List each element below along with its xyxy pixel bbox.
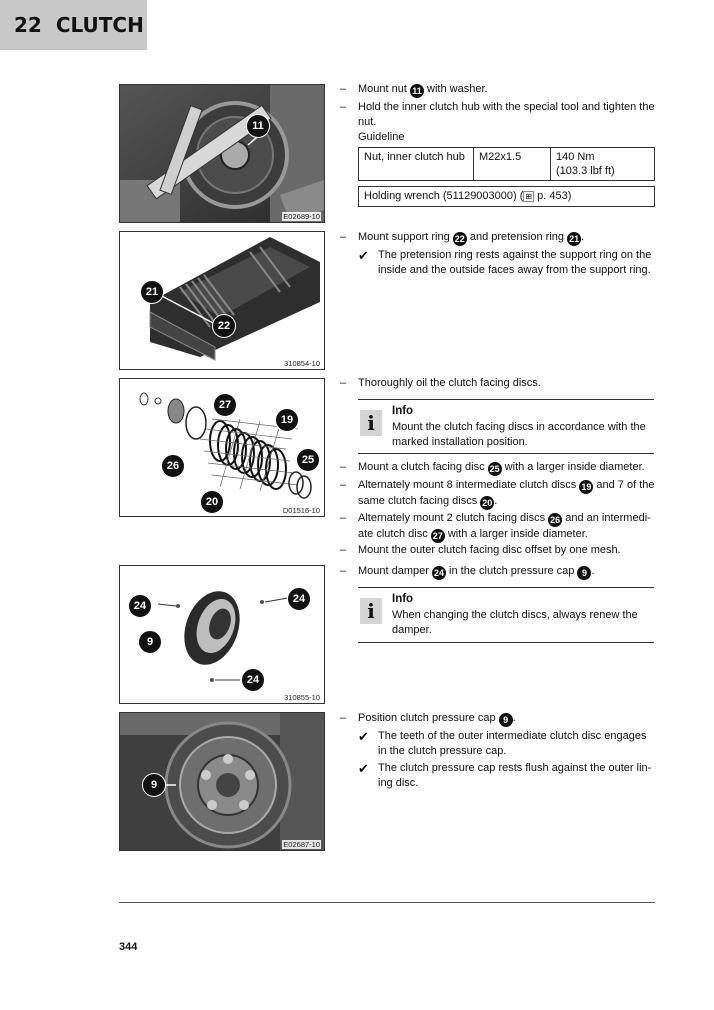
callout-24-right: 24	[287, 587, 311, 611]
figure-code: D01516-10	[282, 506, 320, 515]
callout-9: 9	[138, 630, 162, 654]
page-reference-icon: ⊞	[525, 192, 533, 201]
page-number: 344	[119, 941, 138, 953]
callout-22: 22	[212, 314, 236, 338]
step-alternate-8-discs: – Alternately mount 8 intermediate clutch discs 19 and 7 of the same clutch facing discs 20 .	[340, 479, 655, 508]
callout-9: 9	[142, 773, 166, 797]
callout-24-bottom: 24	[241, 668, 265, 692]
spec-torque: 140 Nm (103.3 lbf ft)	[551, 148, 655, 181]
info-icon: i	[360, 598, 382, 624]
callout-26: 26	[161, 454, 185, 478]
guideline-label: Guideline	[358, 131, 405, 143]
chapter-header-tab	[0, 0, 147, 50]
info-icon: i	[360, 410, 382, 436]
check-pretension-ring: ✔ The pretension ring rests against the support ring on the inside and the outside faces away from the support ring.	[358, 248, 652, 276]
step-mount-nut: – Mount nut 11 with washer.	[340, 83, 488, 96]
info-box-installation: i Info Mount the clutch facing discs in accordance with the marked installation position.	[358, 399, 654, 454]
figure-code: E02687-10	[283, 840, 320, 849]
step-mount-support-ring: – Mount support ring 22 and pretension ring 21 .	[340, 231, 585, 244]
check-outer-disc-teeth: ✔ The teeth of the outer intermediate clutch disc engages in the clutch pressure cap.	[358, 729, 647, 757]
step-oil-discs: – Thoroughly oil the clutch facing discs.	[340, 377, 541, 389]
figure-support-ring	[119, 231, 325, 370]
step-mount-facing-disc: – Mount a clutch facing disc 25 with a larger inside diameter.	[340, 461, 645, 474]
callout-24-left: 24	[128, 594, 152, 618]
step-mount-damper: – Mount damper 24 in the clutch pressure cap 9 .	[340, 565, 595, 578]
checkmark-icon: ✔	[358, 729, 369, 744]
torque-spec-table	[358, 147, 655, 181]
callout-27: 27	[213, 393, 237, 417]
ref-badge: 11	[410, 84, 424, 98]
info-box-damper: i Info When changing the clutch discs, always renew the damper.	[358, 587, 654, 643]
callout-21: 21	[140, 280, 164, 304]
figure-inner-clutch-hub	[119, 84, 325, 223]
figure-clutch-discs	[119, 378, 325, 517]
spec-thread: M22x1.5	[474, 148, 551, 181]
clutch-hub-photo	[120, 85, 324, 222]
callout-20: 20	[200, 490, 224, 514]
figure-pressure-cap-position	[119, 712, 325, 851]
check-cap-flush: ✔ The clutch pressure cap rests flush against the outer lin-ing disc.	[358, 761, 652, 789]
step-position-pressure-cap: – Position clutch pressure cap 9 .	[340, 712, 516, 725]
special-tool-box: Holding wrench (51129003000) ( ⊞ p. 453)	[358, 186, 655, 207]
spec-name: Nut, inner clutch hub	[359, 148, 474, 181]
callout-25: 25	[296, 448, 320, 472]
chapter-title: CLUTCH	[55, 13, 144, 37]
step-alternate-2-discs: – Alternately mount 2 clutch facing discs 26 and an intermedi-ate clutch disc 27 with a larger inside diameter.	[340, 512, 651, 541]
footer-divider	[119, 902, 655, 903]
figure-code: 310854-10	[284, 359, 320, 368]
step-tighten-nut: – Hold the inner clutch hub with the special tool and tighten the nut.	[340, 101, 655, 128]
step-outer-disc-offset: – Mount the outer clutch facing disc offset by one mesh.	[340, 544, 621, 556]
figure-code: E02689-10	[283, 212, 320, 221]
callout-11: 11	[246, 114, 270, 138]
checkmark-icon: ✔	[358, 761, 369, 776]
chapter-number: 22	[14, 13, 42, 37]
figure-damper	[119, 565, 325, 704]
checkmark-icon: ✔	[358, 248, 369, 263]
figure-code: 310855-10	[284, 693, 320, 702]
callout-19: 19	[275, 408, 299, 432]
